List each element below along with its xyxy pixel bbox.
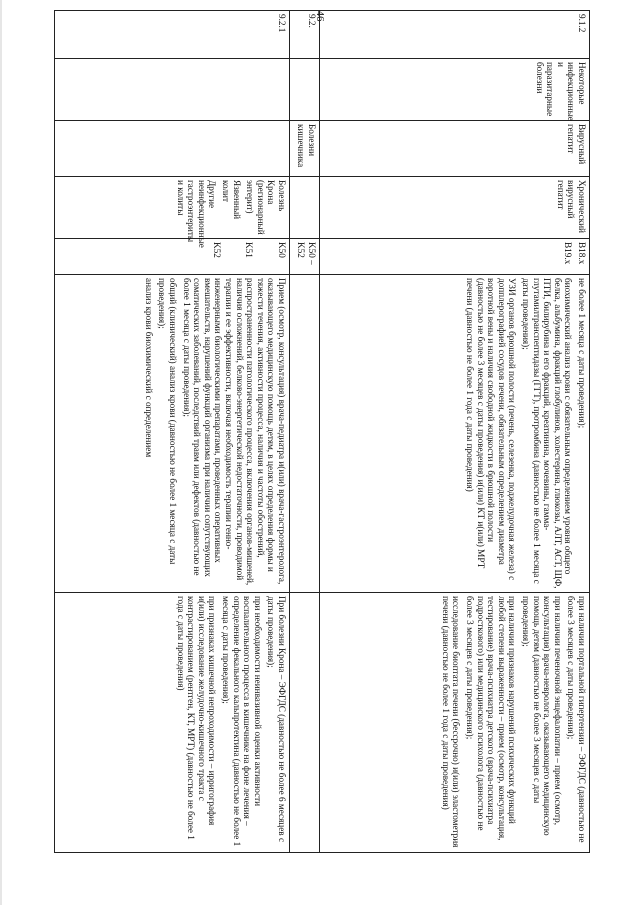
icd-code: B19.x — [563, 242, 574, 265]
row-number: 9.1.2 — [320, 11, 590, 59]
nosology: Хронический вирусный гепатит — [320, 177, 590, 239]
disease-group — [55, 121, 290, 177]
disease-class — [55, 59, 290, 121]
extra-item: при наличии печеночной энцефалопатии – прием (осмотр, консультация) врача-невролога, оказывающего медицинскую помощь детям (давностью не более 3 месяцев с даты проведения); — [521, 596, 563, 836]
nosology-item: Другие неинфекционные гастроэнтериты и колиты — [175, 180, 218, 248]
required-exams — [55, 275, 290, 593]
page-number: 46 — [314, 10, 326, 22]
row-number: 9.2. — [290, 11, 320, 59]
extra-item: при наличии портальной гипертензии – ЭФГДС (давностью не более 3 месяцев с даты проведения); — [566, 596, 587, 843]
extra-item: При болезни Крона – ЭФГДС (давностью не более 6 месяцев с даты проведения); — [266, 596, 287, 843]
nosology — [290, 177, 320, 239]
scan-edge — [0, 0, 2, 905]
icd-code: B18.x — [577, 242, 587, 265]
exam-item: не более 1 месяца с даты проведения); — [577, 278, 587, 429]
disease-group: Болезни кишечника — [290, 121, 320, 177]
nosology-item: Болезнь Крона (регионарный энтерит) — [245, 180, 287, 235]
required-exams — [290, 275, 320, 593]
extra-item: исследование биоптата печени (бессрочно) и(или) эластометрия печени (давностью не более 1 года с даты проведения) — [440, 596, 462, 848]
icd-code: K51 — [244, 242, 255, 258]
table-row — [320, 11, 590, 853]
disease-class — [290, 59, 320, 121]
exam-item: Прием (осмотр, консультация) врача-педиатра и(или) врача-гастроэнтеролога, оказывающего медицинскую помощь детям, в целях определения формы и тяжести течения, активности процесса, наличия и частоты обострений, распространенности патологического процесса, включения органов-мишеней, наличия осложнений, белково-энергетической недостаточности, проводимой терапии и ее эффективности, включая необходимость терапии генно-инженерными биологическими препаратами, проведенных оперативных вмешательств, нарушений функций организма при наличии сопутствующих соматических заболеваний, последствий травм или дефектов (давностью не более 1 месяца с даты проведения); — [181, 278, 287, 586]
row-number: 9.2.1 — [55, 11, 290, 59]
exam-item: биохимический анализ крови с обязательным определением уровня общего белка, альбумина, фракций глобулинов, холестерина, глюкозы, АЛТ, АСТ, ЩФ, ПТИ, билирубина и его фракций, креатинина, мочевины, гамма-глутамилтранспептидазы (ГГТ), протромбина (давностью не более 1 месяца с даты проведения); — [521, 278, 574, 589]
disease-group: Вирусный гепатит — [320, 121, 590, 177]
additional-exams — [290, 593, 320, 853]
icd-codes: K50 – K52 — [290, 239, 320, 275]
exam-item: анализ крови биохимический с определением — [143, 278, 154, 458]
additional-exams — [320, 593, 590, 853]
nosology-item: Язвенный колит — [221, 180, 242, 220]
extra-item: при необходимости неинвазивной оценки активности воспалительного процесса в кишечнике на фоне лечения – определение фекального кальпротектина (давностью не более 1 месяца с даты проведения); — [221, 596, 263, 847]
icd-codes — [320, 239, 590, 275]
disease-class: Некоторые инфекционные и паразитарные болезни — [320, 59, 590, 121]
table-row — [55, 11, 290, 853]
exam-item: общий (клинический) анализ крови (давностью не более 1 месяца с даты проведения); — [157, 278, 179, 565]
rotated-table-container — [35, 10, 590, 852]
criteria-table — [54, 10, 590, 853]
additional-exams — [55, 593, 290, 853]
extra-item: при признаках кишечной непроходимости – ирригография и(или) исследование желудочно-кишечного тракта с контрастированием (рентген, КТ, МРТ) (давностью не более 1 года с даты проведения) — [175, 596, 218, 840]
extra-item: при наличии признаков нарушений психических функций любой степени выраженности – прием (осмотр, консультация, тестирование) врача-психиатра детского (врача-психиатра подросткового) или медицинского психолога (давностью не более 3 месяцев с даты проведения); — [465, 596, 518, 841]
exam-item: УЗИ органов брюшной полости (печень, селезенка, поджелудочная железа) с допплерографией сосудов печени, обязательным определением диаметра воротной вены и наличия свободной жидкости в брюшной полости (давностью не более 3 месяцев с даты проведения) и(или) КТ и(или) МРТ печени (давностью не более 1 года с даты проведения) — [465, 278, 518, 581]
icd-code: K50 — [277, 242, 287, 258]
icd-code: K52 — [211, 242, 222, 258]
icd-codes — [55, 239, 290, 275]
table-row — [290, 11, 320, 853]
required-exams — [320, 275, 590, 593]
nosology — [55, 177, 290, 248]
